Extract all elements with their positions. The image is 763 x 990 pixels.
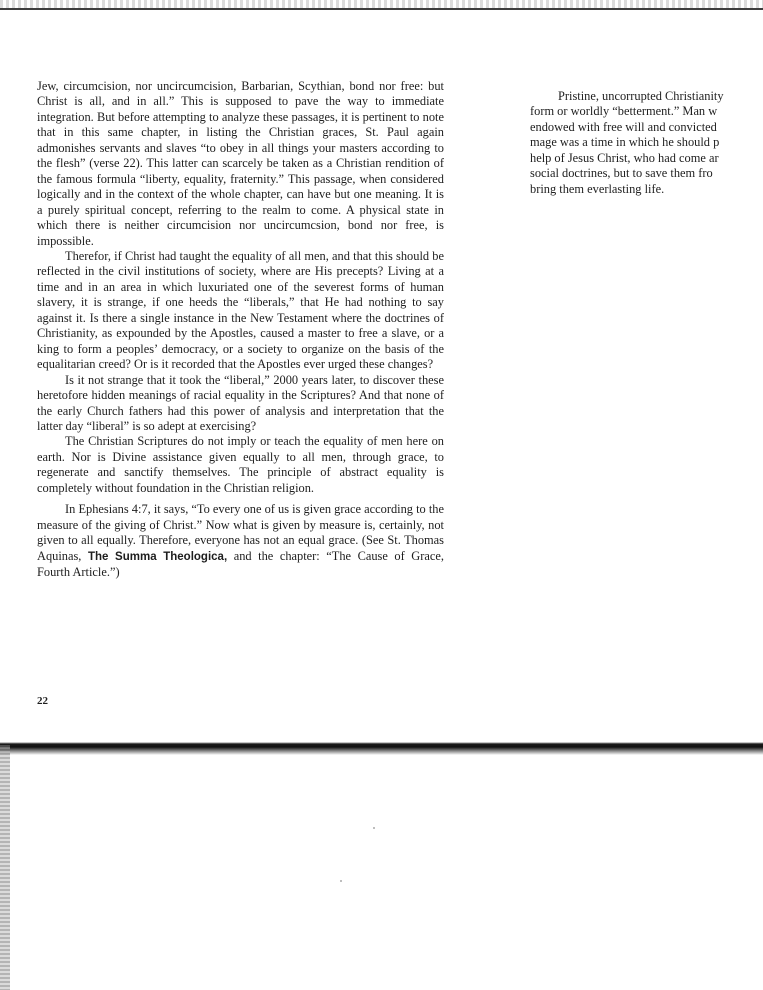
paragraph-2: Therefor, if Christ had taught the equality of all men, and that this should be reflected in the civil institutions of society, where are His precepts? Living at a time and in an area in which luxuriated one of the severest forms of human slavery, it is strange, if one heeds the “liberals,” that He had nothing to say against it. Is there a single instance in the New Testament where the doctrines of Christianity, as expounded by the Apostles, caused a master to free a slave, or a king to form a peoples’ democracy, or a society to organize on the basis of the equalitarian creed? Or is it recorded that the Apostles ever urged these changes? — [37, 248, 444, 372]
right-text-column — [530, 89, 763, 197]
page-number: 22 — [37, 695, 48, 707]
right-line: help of Jesus Christ, who had come ar — [530, 150, 719, 165]
paragraph-5-text-end: and the chapter: “The Cause of Grace, Fourth Article.”) — [37, 548, 444, 580]
left-text-column — [37, 79, 444, 581]
paragraph-1: Jew, circumcision, nor uncircumcision, Barbarian, Scythian, bond nor free: but Christ is all, and in all.” This is supposed to pave the way to immediate integration. But before attempting to analyze these passages, it is pertinent to note that in this same chapter, in listing the Christian graces, St. Paul again admonishes servants and slaves “to obey in all things your masters according to the flesh” (verse 22). This latter can scarcely be taken as a Christian rendition of the famous formula “liberty, equality, fraternity.” This passage, when considered logically and in the context of the whole chapter, can have but one meaning. It is a purely spiritual concept, referring to the realm to come. A physical state in which there is neither circumcision nor uncircumcsion, bond nor free, is impossible. — [37, 79, 444, 248]
scan-speck — [340, 880, 342, 882]
scan-edge-band — [0, 735, 763, 755]
scan-left-edge — [0, 745, 10, 990]
scan-speck — [373, 827, 375, 829]
right-line: endowed with free will and convicted — [530, 119, 717, 134]
paragraph-3: Is it not strange that it took the “liberal,” 2000 years later, to discover these heretofore hidden meanings of racial equality in the Scriptures? And that none of the early Church fathers had this power of analysis and interpretation that the latter day “liberal” is so adept at exercising? — [37, 372, 444, 433]
right-line: mage was a time in which he should p — [530, 135, 720, 150]
right-line: Pristine, uncorrupted Christianity — [558, 89, 724, 103]
top-border-rule — [0, 0, 763, 10]
book-title: The Summa Theologica, — [87, 550, 228, 563]
paragraph-5 — [37, 502, 444, 580]
paragraph-5-text-start: In Ephesians 4:7, it says, “To every one of us is given grace according to the measure of the giving of Christ.” Now what is given by measure is, certainly, not given to all equally. Therefore, everyone has not an equal grace. (See St. Thomas Aquinas, — [37, 502, 444, 563]
right-line: form or worldly “betterment.” Man w — [530, 104, 718, 119]
right-line: social doctrines, but to save them fro — [530, 166, 713, 181]
right-line: bring them everlasting life. — [530, 181, 665, 196]
paragraph-4: The Christian Scriptures do not imply or teach the equality of men here on earth. Nor is Divine assistance given equally to all men, through grace, to regenerate and sanctify themselves. The principle of abstract equality is completely without foundation in the Christian religion. — [37, 434, 444, 495]
